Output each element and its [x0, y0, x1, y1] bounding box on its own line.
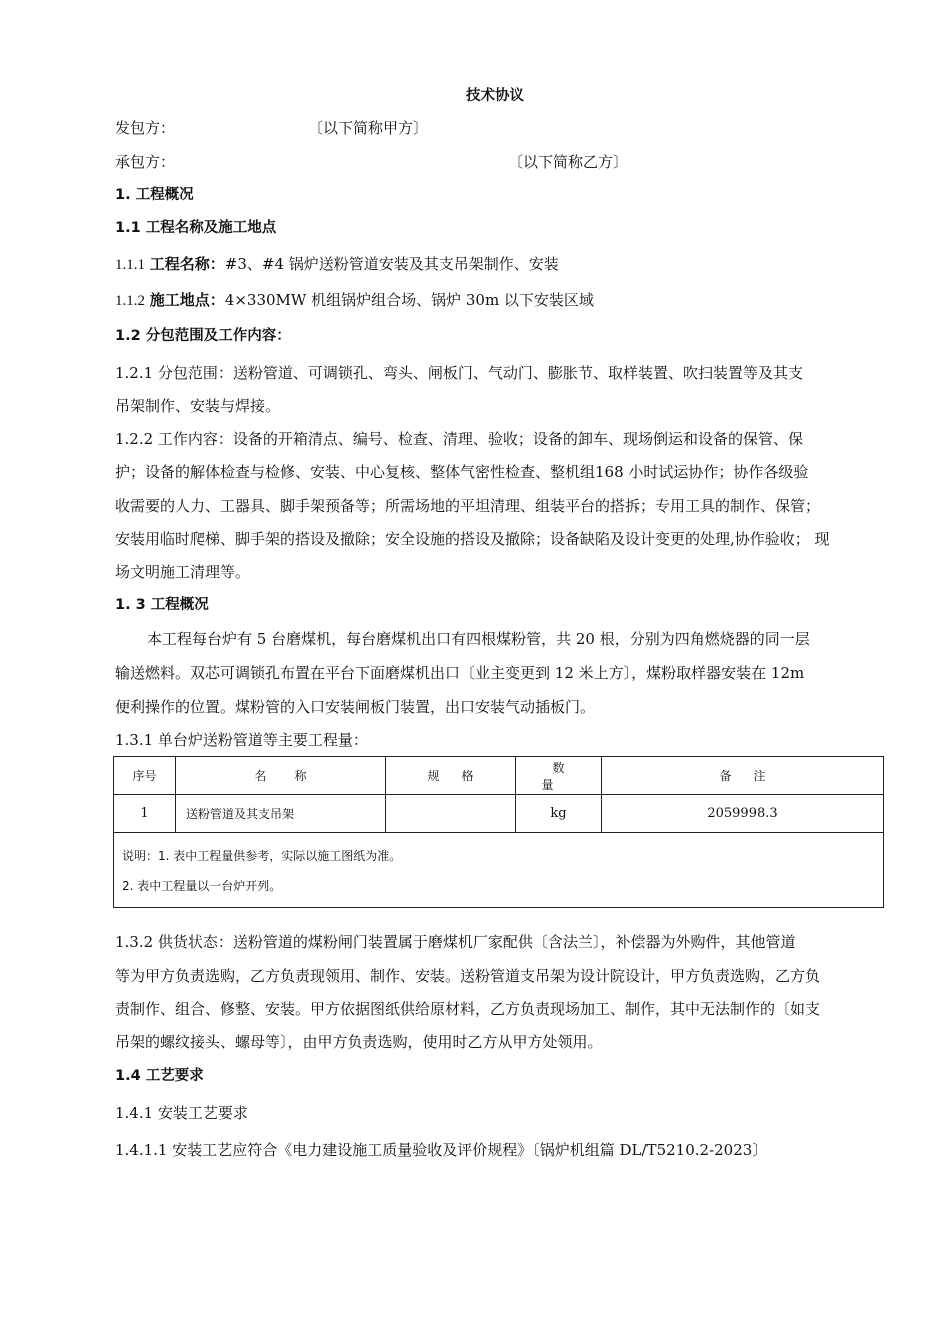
- overview-line: 便利操作的位置。煤粉管的入口安装闸板门装置，出口安装气动插板门。: [115, 698, 596, 716]
- work-content-line: 场文明施工清理等。: [115, 563, 251, 581]
- project-name-label: 工程名称：: [149, 255, 225, 273]
- section-1-1-heading: 1.1 工程名称及施工地点: [115, 220, 277, 236]
- table-header-row: [114, 757, 884, 795]
- quantity-table: [113, 756, 884, 908]
- col-header-no: 序号: [114, 757, 176, 795]
- project-name-num: 1.1.1: [115, 257, 145, 273]
- project-name-line: [115, 254, 559, 275]
- work-content-line: 1.2.2 工作内容：设备的开箱清点、编号、检查、清理、验收；设备的卸车、现场倒运和设备的保管、保: [115, 430, 803, 448]
- project-site-line: [115, 290, 594, 311]
- project-name-value: #3、#4 锅炉送粉管道安装及其支吊架制作、安装: [224, 255, 559, 273]
- party-b-note: 〔以下简称乙方〕: [508, 153, 629, 171]
- cell-remark: 2059998.3: [602, 795, 884, 833]
- col-header-spec: 规格: [386, 757, 516, 795]
- supply-line: 等为甲方负责选购，乙方负责现领用、制作、安装。送粉管道支吊架为设计院设计，甲方负责选购，乙方负: [115, 967, 821, 985]
- section-1-2-heading: 1.2 分包范围及工作内容：: [115, 328, 291, 344]
- party-b-label: 承包方：: [115, 153, 176, 171]
- section-1-heading: 1. 工程概况: [115, 187, 194, 203]
- table-notes: [114, 833, 884, 908]
- project-site-label: 施工地点：: [149, 291, 225, 309]
- table-note: 2. 表中工程量以一台炉开列。: [122, 879, 282, 893]
- cell-no: 1: [114, 795, 176, 833]
- section-1-4-1-heading: 1.4.1 安装工艺要求: [115, 1104, 248, 1122]
- table-note: 说明：1. 表中工程量供参考，实际以施工图纸为准。: [122, 849, 402, 863]
- quantity-caption: 1.3.1 单台炉送粉管道等主要工程量：: [115, 731, 368, 749]
- supply-line: 1.3.2 供货状态：送粉管道的煤粉闸门装置属于磨煤机厂家配供〔含法兰〕，补偿器为外购件，其他管道: [115, 933, 796, 951]
- doc-title: 技术协议: [466, 88, 524, 104]
- section-1-3-heading: 1. 3 工程概况: [115, 597, 209, 613]
- col-header-qty: 数量: [516, 757, 602, 795]
- cell-name: 送粉管道及其支吊架: [176, 795, 386, 833]
- cell-qty: kg: [516, 795, 602, 833]
- supply-line: 吊架的螺纹接头、螺母等〕，由甲方负责选购，使用时乙方从甲方处领用。: [115, 1033, 603, 1051]
- scope-line: 吊架制作、安装与焊接。: [115, 397, 281, 415]
- work-content-line: 安装用临时爬梯、脚手架的搭设及撤除；安全设施的搭设及撤除；设备缺陷及设计变更的处理,协作验收； 现: [115, 530, 830, 548]
- col-header-name: 名称: [176, 757, 386, 795]
- section-1-4-1-1-line: 1.4.1.1 安装工艺应符合《电力建设施工质量验收及评价规程》〔锅炉机组篇 DL/T5210.2-2023〕: [115, 1141, 768, 1159]
- section-1-4-heading: 1.4 工艺要求: [115, 1068, 204, 1084]
- overview-line: 本工程每台炉有 5 台磨煤机，每台磨煤机出口有四根煤粉管，共 20 根，分别为四角燃烧器的同一层: [147, 630, 810, 648]
- work-content-line: 收需要的人力、工器具、脚手架预备等；所需场地的平坦清理、组装平台的搭拆；专用工具的制作、保管；: [115, 497, 821, 515]
- scope-line: 1.2.1 分包范围：送粉管道、可调锁孔、弯头、闸板门、气动门、膨胀节、取样装置、吹扫装置等及其支: [115, 364, 803, 382]
- work-content-line: 护；设备的解体检查与检修、安装、中心复核、整体气密性检查、整机组168 小时试运协作；协作各级验: [115, 463, 809, 481]
- overview-line: 输送燃料。双芯可调锁孔布置在平台下面磨煤机出口〔业主变更到 12 米上方〕，煤粉取样器安装在 12m: [115, 664, 805, 682]
- col-header-remark: 备注: [602, 757, 884, 795]
- table-notes-row: [114, 833, 884, 908]
- party-a-label: 发包方：: [115, 119, 176, 137]
- table-row: [114, 795, 884, 833]
- cell-spec: [386, 795, 516, 833]
- project-site-num: 1.1.2: [115, 293, 145, 309]
- supply-line: 责制作、组合、修整、安装。甲方依据图纸供给原材料，乙方负责现场加工、制作，其中无法制作的〔如支: [115, 1000, 821, 1018]
- party-a-note: 〔以下简称甲方〕: [308, 119, 429, 137]
- project-site-value: 4×330MW 机组锅炉组合场、锅炉 30m 以下安装区域: [224, 291, 594, 309]
